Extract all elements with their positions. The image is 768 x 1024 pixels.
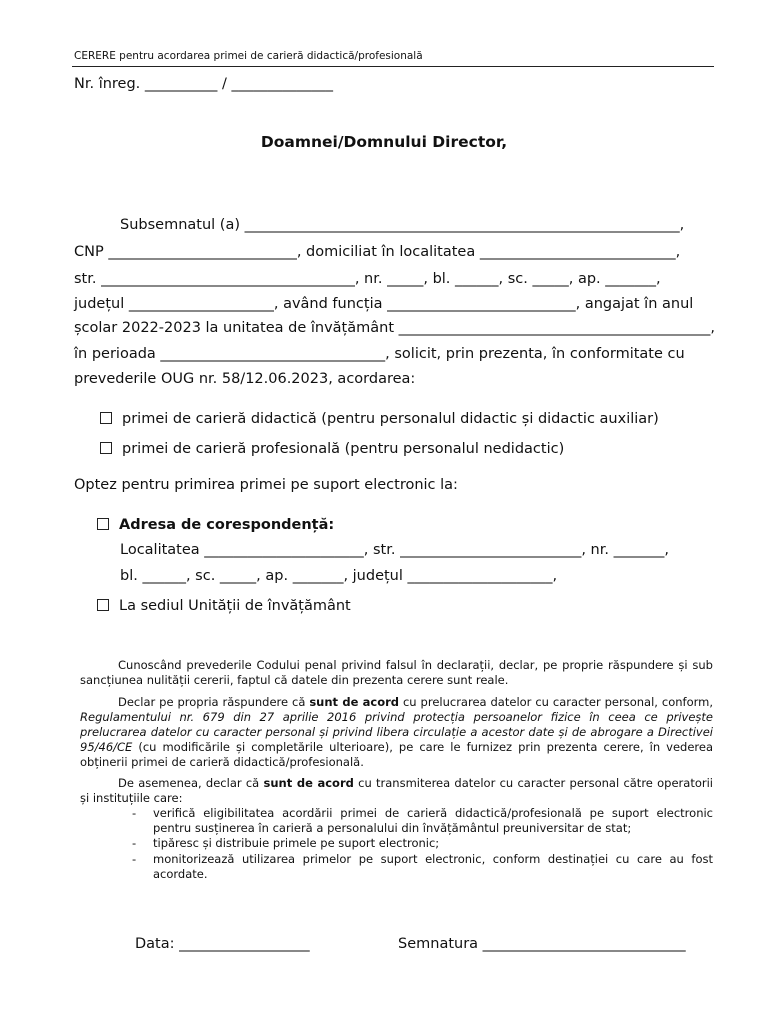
body-line-street: str. ___________________________________, nr. _____, bl. ______, sc. _____, ap. _______, xyxy=(74,271,661,287)
checkbox-icon[interactable] xyxy=(100,442,112,454)
body-line-period: în perioada _______________________________, solicit, prin prezenta, în conformitate cu xyxy=(74,346,685,362)
transfer-text-a: De asemenea, declar că xyxy=(118,776,264,790)
address-line-2: bl. ______, sc. _____, ap. _______, județul ____________________, xyxy=(120,568,558,584)
option-profesional[interactable] xyxy=(100,441,564,457)
declaration-penal-text: Cunoscând prevederile Codului penal privind falsul în declarații, declar, pe proprie răspundere și sub sancțiunea nulității cererii, faptul că datele din prezenta cerere sunt reale. xyxy=(80,658,713,687)
salutation: Doamnei/Domnului Director, xyxy=(260,133,508,151)
bullet-dash: - xyxy=(132,806,137,820)
address-label: Adresa de corespondență: xyxy=(119,517,335,533)
option-profesional-label: primei de carieră profesională (pentru personalul nedidactic) xyxy=(122,441,565,457)
address-line-1: Localitatea ______________________, str. _________________________, nr. _______, xyxy=(120,542,669,558)
registration-number: Nr. înreg. __________ / ______________ xyxy=(74,76,334,92)
gdpr-agree: sunt de acord xyxy=(309,695,400,709)
bullet-verify: verifică eligibilitatea acordării primei de carieră didactică/profesională pe suport electronic pentru susținerea în carieră a personalului din învățământul preuniversitar de stat; xyxy=(153,806,713,835)
date-field: Data: __________________ xyxy=(135,936,310,952)
checkbox-icon[interactable] xyxy=(100,412,112,424)
body-line-school: școlar 2022-2023 la unitatea de învățământ ___________________________________________, xyxy=(74,320,715,336)
signature-field: Semnatura ____________________________ xyxy=(398,936,686,952)
option-didactic[interactable] xyxy=(100,411,659,427)
checkbox-icon[interactable] xyxy=(97,599,109,611)
gdpr-text-a: Declar pe propria răspundere că xyxy=(118,695,310,709)
bullet-print: tipăresc și distribuie primele pe suport electronic; xyxy=(153,836,440,850)
body-line-county: județul ____________________, având funcția __________________________, angajat în anul xyxy=(74,296,694,312)
declaration-transfer xyxy=(80,776,713,806)
checkbox-icon[interactable] xyxy=(97,518,109,530)
bullet-dash: - xyxy=(132,852,137,866)
header-divider xyxy=(72,66,714,67)
body-line-name: Subsemnatul (a) ____________________________________________________________, xyxy=(120,217,685,233)
body-line-cnp: CNP __________________________, domiciliat în localitatea ___________________________, xyxy=(74,244,681,260)
bullet-dash: - xyxy=(132,836,137,850)
option-didactic-label: primei de carieră didactică (pentru personalul didactic și didactic auxiliar) xyxy=(122,411,659,427)
bullet-monitor: monitorizează utilizarea primelor pe suport electronic, conform destinației cu care au fost acordate. xyxy=(153,852,713,881)
declaration-penal xyxy=(80,658,713,688)
option-address[interactable] xyxy=(97,517,334,533)
gdpr-text-b: cu prelucrarea datelor cu caracter personal, conform, xyxy=(399,695,713,709)
option-school[interactable] xyxy=(97,598,351,614)
school-option-label: La sediul Unității de învățământ xyxy=(119,598,351,614)
document-header: CERERE pentru acordarea primei de carieră didactică/profesională xyxy=(74,50,423,62)
electronic-intro: Optez pentru primirea primei pe suport electronic la: xyxy=(74,477,458,493)
transfer-agree: sunt de acord xyxy=(263,776,354,790)
transfer-text-b: cu transmiterea datelor cu caracter personal către operatorii și instituțiile care: xyxy=(80,776,713,805)
gdpr-regulation: Regulamentului nr. 679 din 27 aprilie 2016 privind protecția persoanelor fizice în ceea ce privește prelucrarea datelor cu caracter personal și privind libera circulație a acestor date și de abrogare a Directivei 95/46/CE xyxy=(80,710,713,754)
gdpr-text-c: (cu modificările și completările ulterioare), pe care le furnizez prin prezenta cerere, în vederea obținerii primei de carieră didactică/profesională. xyxy=(80,740,713,769)
declaration-gdpr xyxy=(80,695,713,770)
body-line-oug: prevederile OUG nr. 58/12.06.2023, acordarea: xyxy=(74,371,416,387)
